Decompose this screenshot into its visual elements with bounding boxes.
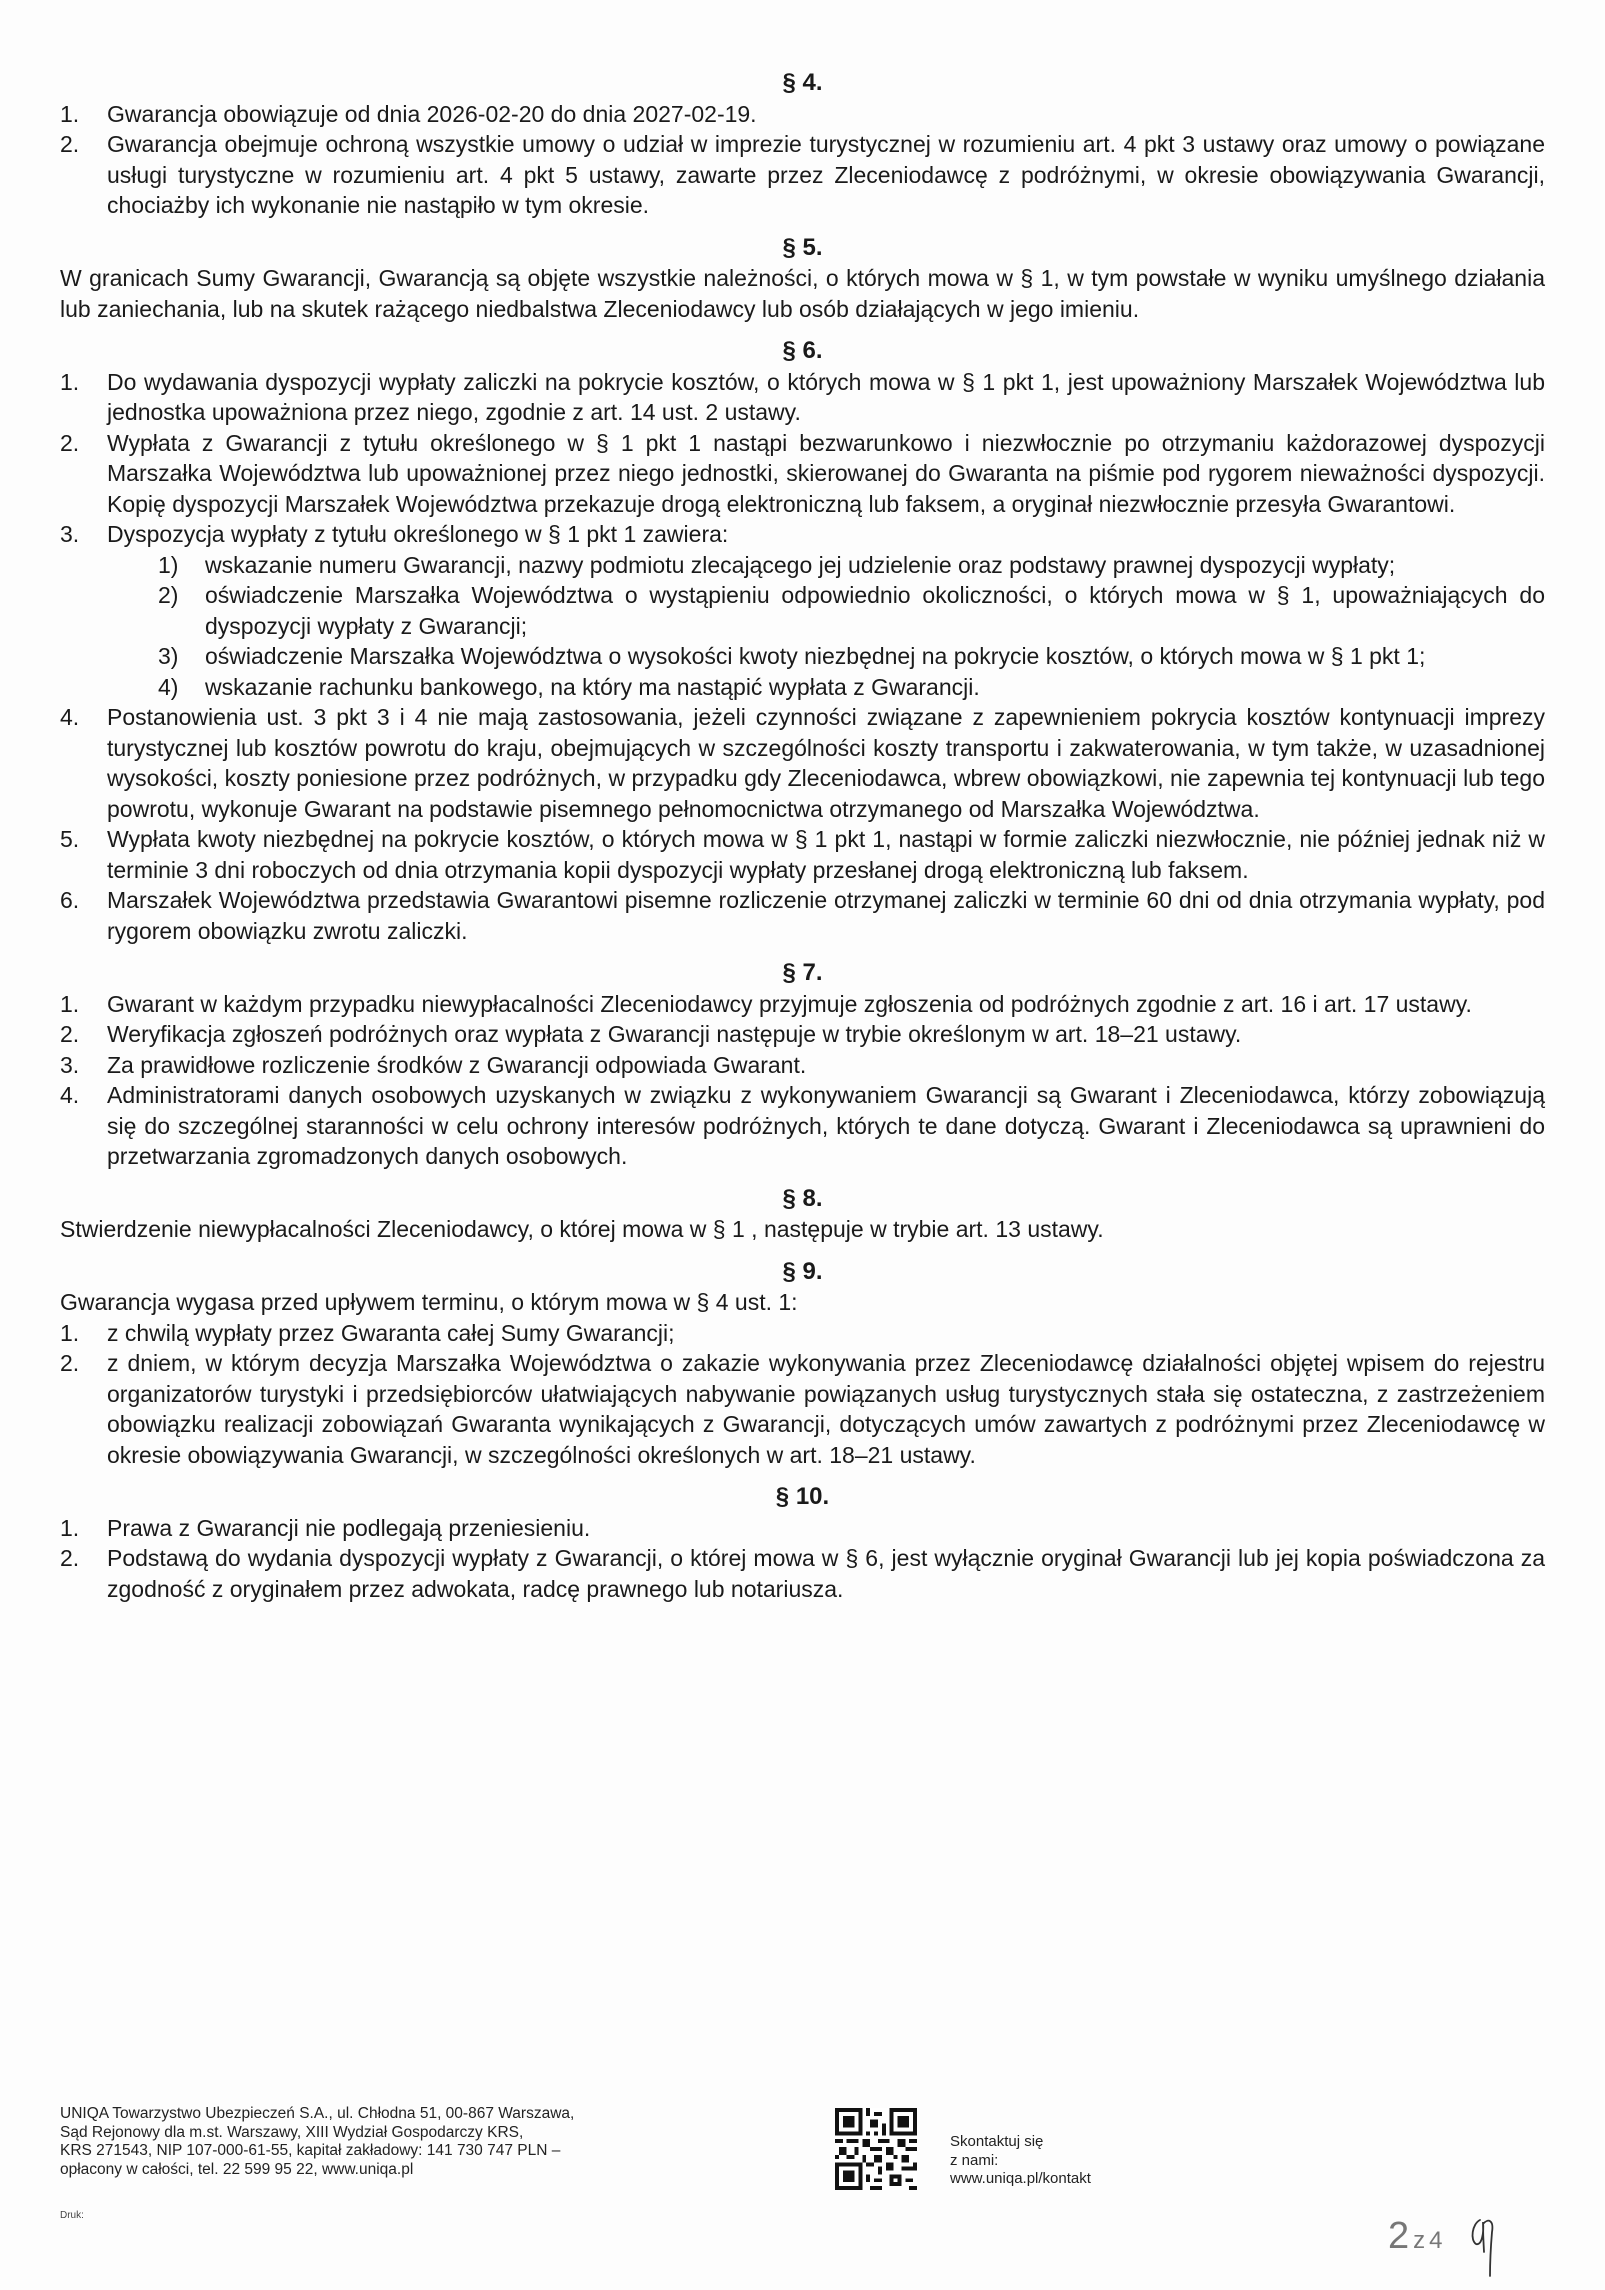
list-item <box>60 129 1545 221</box>
qr-code-icon[interactable] <box>835 2108 917 2190</box>
section <box>60 1257 1545 1471</box>
sub-item-text: wskazanie rachunku bankowego, na który ma nastąpić wypłata z Gwarancji. <box>205 673 980 700</box>
section-title: § 8. <box>782 1184 823 1212</box>
company-line: UNIQA Towarzystwo Ubezpieczeń S.A., ul. Chłodna 51, 00-867 Warszawa, <box>60 2105 575 2122</box>
list-item <box>60 519 1545 702</box>
list-item <box>60 885 1545 946</box>
item-number: 1. <box>60 1319 80 1346</box>
item-number: 2. <box>60 1350 80 1376</box>
item-number: 3. <box>60 1051 80 1078</box>
item-number: 1. <box>60 100 80 127</box>
contact-info <box>950 2133 1091 2189</box>
company-line: opłacony w całości, tel. 22 599 95 22, www.uniqa.pl <box>60 2160 414 2178</box>
sub-item-number: 2) <box>158 582 179 608</box>
sub-list-item <box>60 641 1545 672</box>
item-number: 3. <box>60 521 80 547</box>
item-number: 2. <box>60 1545 80 1571</box>
item-number: 1. <box>60 1514 80 1541</box>
sub-item-number: 1) <box>158 551 179 578</box>
numbered-list <box>60 99 1545 221</box>
company-line: KRS 271543, NIP 107-000-61-55, kapitał zakładowy: 141 730 747 PLN – <box>60 2142 561 2159</box>
page-number <box>1388 2215 1443 2258</box>
list-item <box>60 824 1545 885</box>
section-title: § 10. <box>775 1483 830 1510</box>
contact-line: z nami: <box>950 2151 999 2169</box>
sub-item-number: 4) <box>158 673 179 700</box>
item-number: 4. <box>60 1082 80 1108</box>
list-item <box>60 1050 1545 1081</box>
sub-list-item <box>60 672 1545 703</box>
list-item <box>60 1019 1545 1050</box>
item-text: Wypłata kwoty niezbędnej na pokrycie kosztów, o których mowa w § 1 pkt 1, nastąpi w formie zaliczki niezwłocznie, nie później jednak niż w terminie 3 dni roboczych od dnia otrzymania kopii dyspozycji wypłaty przesłanej drogą elektroniczną lub faksem. <box>107 826 1545 883</box>
list-item <box>60 1080 1545 1172</box>
signature-initials-icon <box>1466 2210 1506 2280</box>
section-title: § 6. <box>782 337 823 364</box>
sub-list <box>60 550 1545 703</box>
list-item <box>60 428 1545 520</box>
item-text: Administratorami danych osobowych uzyskanych w związku z wykonywaniem Gwarancji są Gwarant i Zleceniodawca, którzy zobowiązują się do szczególnej staranności w celu ochrony interesów podróżnych, których te dane dotyczą. Gwarant i Zleceniodawca są uprawnieni do przetwarzania zgromadzonych danych osobowych. <box>107 1082 1545 1169</box>
section-paragraph: Stwierdzenie niewypłacalności Zleceniodawcy, o której mowa w § 1 , następuje w trybie art. 13 ustawy. <box>60 1216 1104 1242</box>
numbered-list <box>60 989 1545 1172</box>
section <box>60 958 1545 1172</box>
sub-item-text: oświadczenie Marszałka Województwa o wysokości kwoty niezbędnej na pokrycie kosztów, o których mowa w § 1 pkt 1; <box>205 643 1426 669</box>
section <box>60 233 1545 325</box>
section <box>60 336 1545 946</box>
list-item <box>60 367 1545 428</box>
item-number: 1. <box>60 368 80 395</box>
item-text: Gwarant w każdym przypadku niewypłacalności Zleceniodawcy przyjmuje zgłoszenia od podróżnych zgodnie z art. 16 i art. 17 ustawy. <box>107 990 1472 1017</box>
item-text: Weryfikacja zgłoszeń podróżnych oraz wypłata z Gwarancji następuje w trybie określonym w art. 18–21 ustawy. <box>107 1021 1242 1047</box>
item-text: Podstawą do wydania dyspozycji wypłaty z Gwarancji, o której mowa w § 6, jest wyłącznie oryginał Gwarancji lub jej kopia poświadczona za zgodność z oryginałem przez adwokata, radcę prawnego lub notariusza. <box>107 1545 1545 1602</box>
numbered-list <box>60 1513 1545 1605</box>
list-item <box>60 989 1545 1020</box>
sub-list-item <box>60 550 1545 581</box>
section-title: § 4. <box>782 69 823 96</box>
section <box>60 68 1545 221</box>
list-item <box>60 1348 1545 1470</box>
item-number: 2. <box>60 429 80 456</box>
item-number: 2. <box>60 131 80 157</box>
sub-item-number: 3) <box>158 643 179 669</box>
contact-line: Skontaktuj się <box>950 2133 1044 2150</box>
document-body <box>60 68 1545 1616</box>
numbered-list <box>60 367 1545 947</box>
page-sep: z <box>1413 2227 1426 2254</box>
item-number: 5. <box>60 826 80 852</box>
item-text: Dyspozycja wypłaty z tytułu określonego w § 1 pkt 1 zawiera: <box>107 521 729 547</box>
section-paragraph: Gwarancja wygasa przed upływem terminu, o którym mowa w § 4 ust. 1: <box>60 1289 798 1315</box>
list-item <box>60 1318 1545 1349</box>
section <box>60 1482 1545 1604</box>
item-text: Za prawidłowe rozliczenie środków z Gwarancji odpowiada Gwarant. <box>107 1051 807 1078</box>
numbered-list <box>60 1318 1545 1471</box>
section-title: § 9. <box>782 1257 823 1285</box>
item-text: Wypłata z Gwarancji z tytułu określonego w § 1 pkt 1 nastąpi bezwarunkowo i niezwłocznie po otrzymaniu każdorazowej dyspozycji Marszałka Województwa lub upoważnionej przez niego jednostki, skierowanej do Gwaranta na piśmie pod rygorem nieważności dyspozycji. Kopię dyspozycji Marszałek Województwa przekazuje drogą elektroniczną lub faksem, a oryginał niezwłocznie przesyła Gwarantowi. <box>107 429 1545 517</box>
section-title: § 5. <box>782 233 823 261</box>
company-line: Sąd Rejonowy dla m.st. Warszawy, XIII Wydział Gospodarczy KRS, <box>60 2123 524 2141</box>
section-paragraph: W granicach Sumy Gwarancji, Gwarancją są objęte wszystkie należności, o których mowa w § 1, w tym powstałe w wyniku umyślnego działania lub zaniechania, lub na skutek rażącego niedbalstwa Zleceniodawcy lub osób działających w jego imieniu. <box>60 265 1545 322</box>
item-text: z chwilą wypłaty przez Gwaranta całej Sumy Gwarancji; <box>107 1319 675 1346</box>
item-number: 1. <box>60 990 80 1017</box>
item-text: z dniem, w którym decyzja Marszałka Województwa o zakazie wykonywania przez Zleceniodawcę działalności objętej wpisem do rejestru organizatorów turystyki i przedsiębiorców ułatwiających nabywanie powiązanych usług turystycznych stała się ostateczna, z zastrzeżeniem obowiązku realizacji zobowiązań Gwaranta wynikających z Gwarancji, dotyczących umów zawartych z podróżnymi przez Zleceniodawcę w okresie obowiązywania Gwarancji, w szczególności określonych w art. 18–21 ustawy. <box>107 1350 1545 1468</box>
item-text: Gwarancja obejmuje ochroną wszystkie umowy o udział w imprezie turystycznej w rozumieniu art. 4 pkt 3 ustawy oraz umowy o powiązane usługi turystyczne w rozumieniu art. 4 pkt 5 ustawy, zawarte przez Zleceniodawcę z podróżnymi, w okresie obowiązywania Gwarancji, chociażby ich wykonanie nie nastąpiło w tym okresie. <box>107 131 1545 218</box>
contact-link[interactable]: www.uniqa.pl/kontakt <box>950 2170 1091 2187</box>
sub-list-item <box>60 580 1545 641</box>
druk-label: Druk: <box>60 2210 84 2221</box>
item-text: Do wydawania dyspozycji wypłaty zaliczki na pokrycie kosztów, o których mowa w § 1 pkt 1, jest upoważniony Marszałek Województwa lub jednostka upoważniona przez niego, zgodnie z art. 14 ust. 2 ustawy. <box>107 368 1545 425</box>
item-number: 6. <box>60 887 80 913</box>
list-item <box>60 99 1545 130</box>
item-text: Postanowienia ust. 3 pkt 3 i 4 nie mają zastosowania, jeżeli czynności związane z zapewnieniem pokrycia kosztów kontynuacji imprezy turystycznej lub kosztów powrotu do kraju, obejmujących w szczególności koszty transportu i zakwaterowania, w tym także, w uzasadnionej wysokości, koszty poniesione przez podróżnych, w przypadku gdy Zleceniodawca, wbrew obowiązkowi, nie zapewnia tej kontynuacji lub tego powrotu, wykonuje Gwarant na podstawie pisemnego pełnomocnictwa otrzymanego od Marszałka Województwa. <box>107 704 1545 822</box>
item-text: Gwarancja obowiązuje od dnia 2026-02-20 do dnia 2027-02-19. <box>107 100 757 127</box>
page-total: 4 <box>1429 2227 1443 2254</box>
sub-item-text: wskazanie numeru Gwarancji, nazwy podmiotu zlecającego jej udzielenie oraz podstawy prawnej dyspozycji wypłaty; <box>205 551 1396 578</box>
item-text: Prawa z Gwarancji nie podlegają przeniesieniu. <box>107 1514 591 1541</box>
list-item <box>60 702 1545 824</box>
item-number: 4. <box>60 704 80 730</box>
list-item <box>60 1513 1545 1544</box>
section-title: § 7. <box>782 959 823 986</box>
item-number: 2. <box>60 1021 80 1047</box>
sub-item-text: oświadczenie Marszałka Województwa o wystąpieniu odpowiednio okoliczności, o których mowa w § 1, upoważniających do dyspozycji wypłaty z Gwarancji; <box>205 582 1545 639</box>
list-item <box>60 1543 1545 1604</box>
company-info <box>60 2105 574 2179</box>
page-current: 2 <box>1388 2215 1410 2257</box>
section <box>60 1184 1545 1245</box>
item-text: Marszałek Województwa przedstawia Gwarantowi pisemne rozliczenie otrzymanej zaliczki w terminie 60 dni od dnia otrzymania wypłaty, pod rygorem obowiązku zwrotu zaliczki. <box>107 887 1545 944</box>
